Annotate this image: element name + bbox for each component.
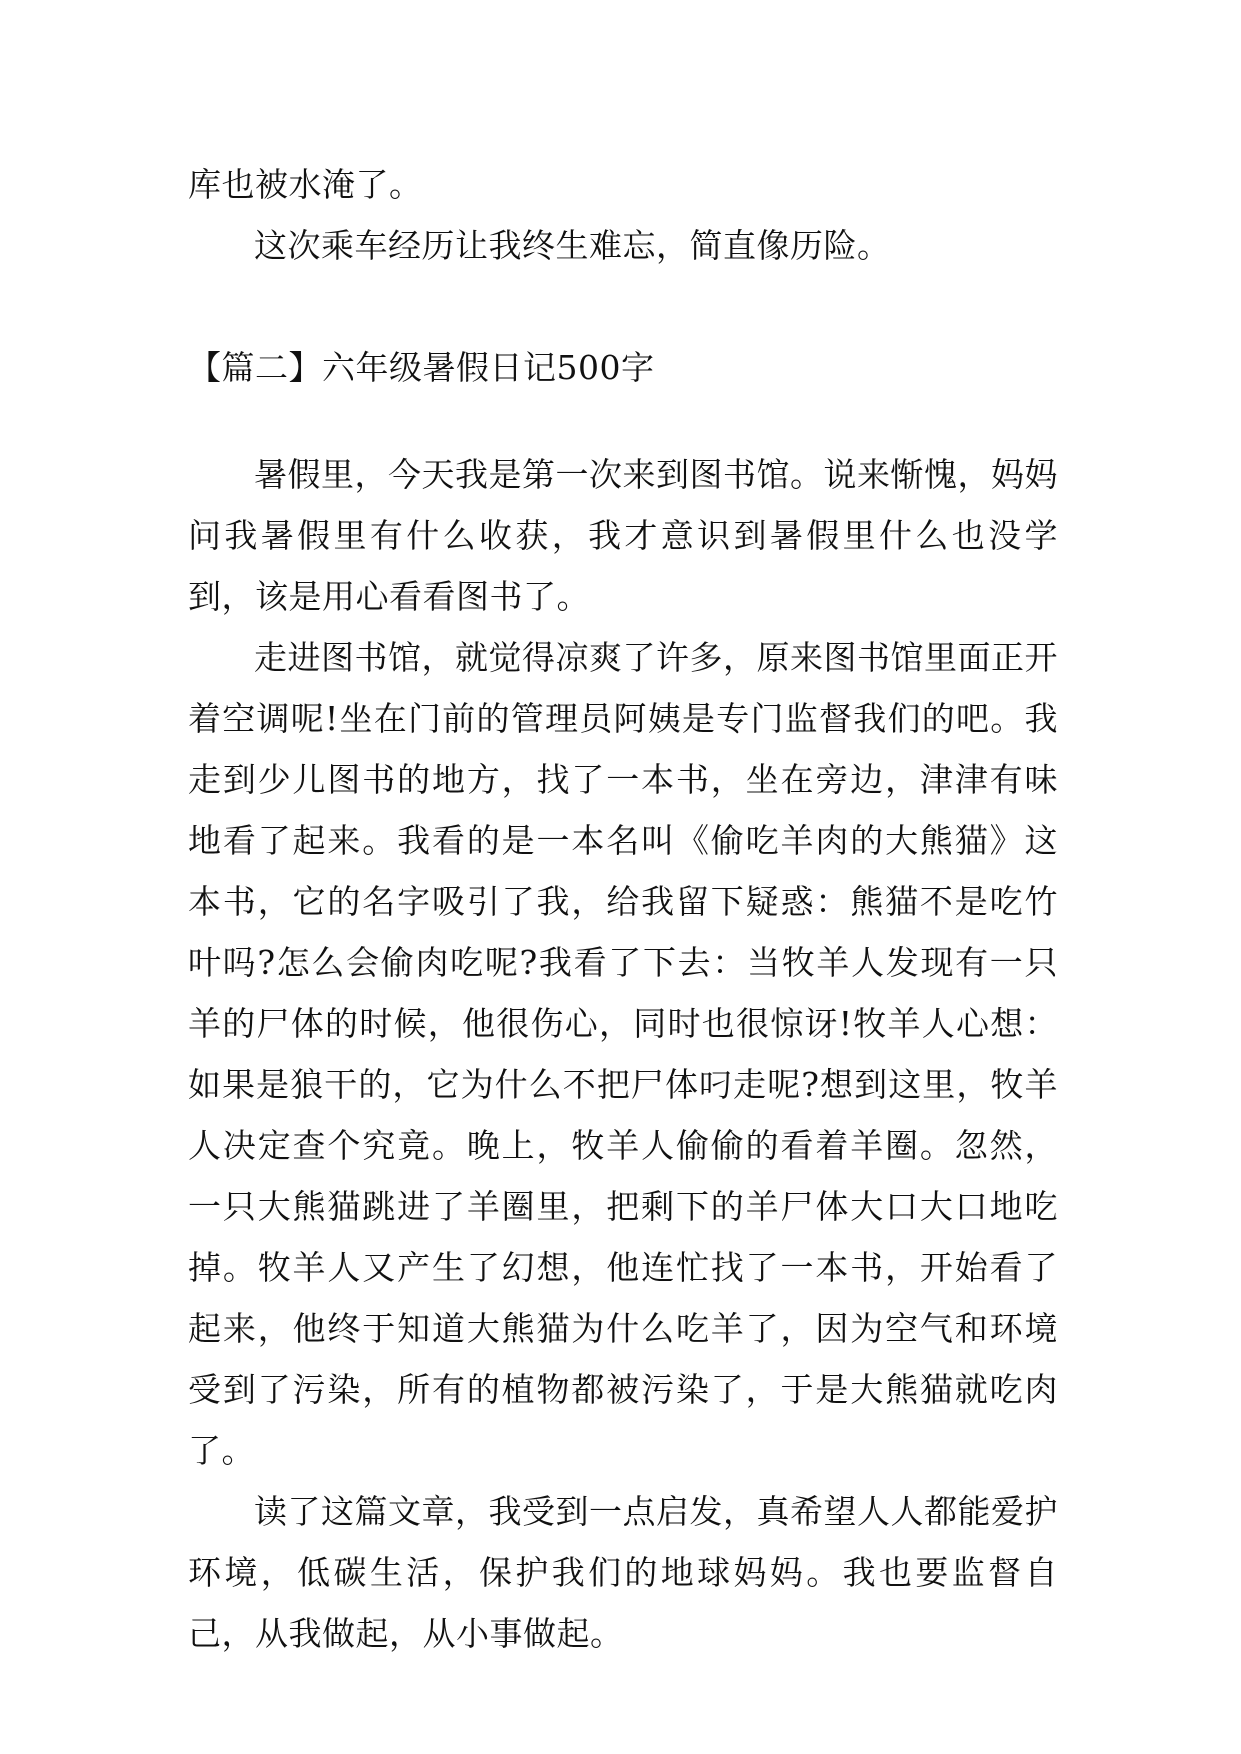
paragraph: 暑假里，今天我是第一次来到图书馆。说来惭愧，妈妈问我暑假里有什么收获，我才意识到暑假里什么也没学到，该是用心看看图书了。: [188, 455, 1058, 616]
paragraph: 这次乘车经历让我终生难忘，简直像历险。: [254, 226, 891, 265]
paragraph: 读了这篇文章，我受到一点启发，真希望人人都能爱护环境，低碳生活，保护我们的地球妈妈。我也要监督自己，从我做起，从小事做起。: [188, 1492, 1058, 1653]
paragraph-continuation: 库也被水淹了。: [188, 165, 423, 204]
section-heading: 【篇二】六年级暑假日记500字: [188, 348, 655, 387]
previous-section-ending: [188, 154, 1058, 276]
paragraph: 走进图书馆，就觉得凉爽了许多，原来图书馆里面正开着空调呢!坐在门前的管理员阿姨是专门监督我们的吧。我走到少儿图书的地方，找了一本书，坐在旁边，津津有味地看了起来。我看的是一本名叫《偷吃羊肉的大熊猫》这本书，它的名字吸引了我，给我留下疑惑：熊猫不是吃竹叶吗?怎么会偷肉吃呢?我看了下去：当牧羊人发现有一只羊的尸体的时候，他很伤心，同时也很惊讶!牧羊人心想：如果是狼干的，它为什么不把尸体叼走呢?想到这里，牧羊人决定查个究竟。晚上，牧羊人偷偷的看着羊圈。忽然，一只大熊猫跳进了羊圈里，把剩下的羊尸体大口大口地吃掉。牧羊人又产生了幻想，他连忙找了一本书，开始看了起来，他终于知道大熊猫为什么吃羊了，因为空气和环境受到了污染，所有的植物都被污染了，于是大熊猫就吃肉了。: [188, 638, 1058, 1470]
section-body: [188, 444, 1058, 1664]
